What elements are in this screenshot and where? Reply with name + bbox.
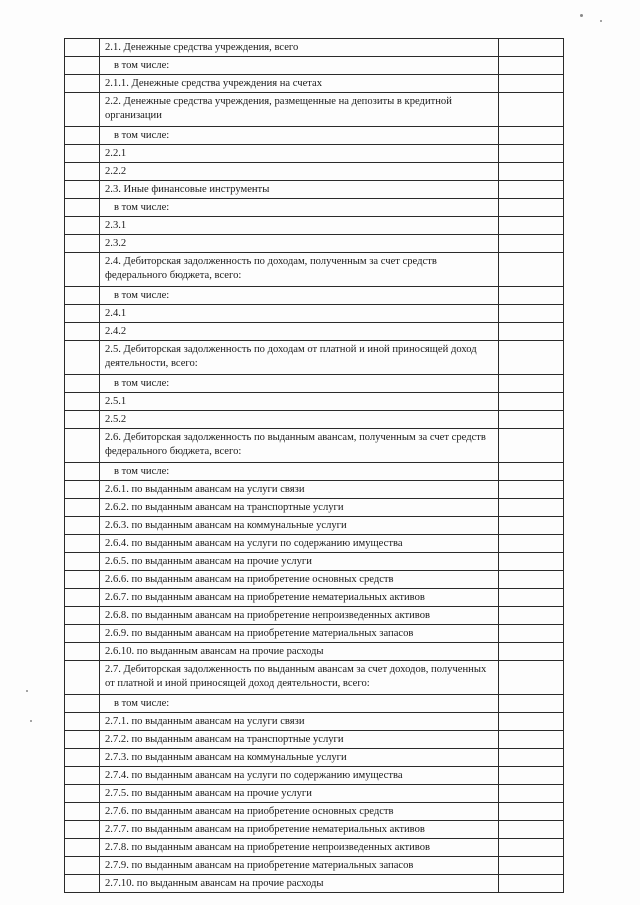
row-number-cell — [65, 163, 100, 181]
table-row — [65, 731, 564, 749]
indicator-name-cell — [100, 571, 499, 589]
indicator-label: 2.6.3. по выданным авансам на коммунальные услуги — [105, 520, 347, 531]
row-number-cell — [65, 785, 100, 803]
indicator-name-cell — [100, 93, 499, 127]
table-row — [65, 199, 564, 217]
indicator-label: 2.7.3. по выданным авансам на коммунальные услуги — [105, 752, 347, 763]
indicator-name-cell — [100, 713, 499, 731]
indicator-name-cell — [100, 875, 499, 893]
indicator-name-cell — [100, 857, 499, 875]
value-cell — [499, 393, 564, 411]
indicator-label: 2.6.9. по выданным авансам на приобретение материальных запасов — [105, 628, 414, 639]
value-cell — [499, 767, 564, 785]
indicator-label: 2.1.1. Денежные средства учреждения на счетах — [105, 78, 323, 89]
row-number-cell — [65, 589, 100, 607]
indicator-label: в том числе: — [114, 378, 170, 389]
row-number-cell — [65, 217, 100, 235]
table-row — [65, 517, 564, 535]
indicator-name-cell — [100, 749, 499, 767]
row-number-cell — [65, 661, 100, 695]
indicator-name-cell — [100, 731, 499, 749]
indicator-name-cell — [100, 803, 499, 821]
indicator-label: 2.6.8. по выданным авансам на приобретение непроизведенных активов — [105, 610, 431, 621]
row-number-cell — [65, 481, 100, 499]
indicator-label: 2.7.2. по выданным авансам на транспортные услуги — [105, 734, 344, 745]
indicator-name-cell — [100, 517, 499, 535]
table-row — [65, 749, 564, 767]
indicator-label: в том числе: — [114, 60, 170, 71]
indicator-label: 2.7. Дебиторская задолженность по выданным авансам за счет доходов, полученных от платной и иной приносящей доход деятельности, всего: — [105, 664, 487, 689]
indicator-name-cell — [100, 785, 499, 803]
indicator-label: 2.5.2 — [105, 414, 127, 425]
table-row — [65, 839, 564, 857]
indicator-label: 2.7.5. по выданным авансам на прочие услуги — [105, 788, 312, 799]
indicator-label: в том числе: — [114, 130, 170, 141]
indicator-name-cell — [100, 643, 499, 661]
value-cell — [499, 589, 564, 607]
indicator-label: 2.4.1 — [105, 308, 127, 319]
row-number-cell — [65, 553, 100, 571]
indicator-name-cell — [100, 199, 499, 217]
table-row — [65, 499, 564, 517]
row-number-cell — [65, 713, 100, 731]
value-cell — [499, 535, 564, 553]
table-row — [65, 875, 564, 893]
table-row — [65, 643, 564, 661]
row-number-cell — [65, 607, 100, 625]
row-number-cell — [65, 287, 100, 305]
value-cell — [499, 287, 564, 305]
table-row — [65, 695, 564, 713]
value-cell — [499, 375, 564, 393]
indicator-label: в том числе: — [114, 466, 170, 477]
indicator-label: 2.3. Иные финансовые инструменты — [105, 184, 270, 195]
row-number-cell — [65, 749, 100, 767]
indicator-label: 2.5. Дебиторская задолженность по доходам от платной и иной приносящей доход деятельности, всего: — [105, 344, 477, 369]
row-number-cell — [65, 731, 100, 749]
indicator-name-cell — [100, 535, 499, 553]
indicator-label: 2.6.10. по выданным авансам на прочие расходы — [105, 646, 324, 657]
row-number-cell — [65, 75, 100, 93]
table-row — [65, 217, 564, 235]
row-number-cell — [65, 235, 100, 253]
value-cell — [499, 875, 564, 893]
row-number-cell — [65, 323, 100, 341]
row-number-cell — [65, 803, 100, 821]
indicator-name-cell — [100, 695, 499, 713]
value-cell — [499, 411, 564, 429]
table-row — [65, 463, 564, 481]
value-cell — [499, 481, 564, 499]
table-row — [65, 713, 564, 731]
table-row — [65, 571, 564, 589]
table-row — [65, 553, 564, 571]
table-row — [65, 287, 564, 305]
indicator-name-cell — [100, 767, 499, 785]
indicator-name-cell — [100, 235, 499, 253]
row-number-cell — [65, 643, 100, 661]
row-number-cell — [65, 875, 100, 893]
value-cell — [499, 39, 564, 57]
indicator-name-cell — [100, 341, 499, 375]
value-cell — [499, 199, 564, 217]
row-number-cell — [65, 535, 100, 553]
indicator-name-cell — [100, 75, 499, 93]
indicator-name-cell — [100, 553, 499, 571]
indicator-label: 2.6.7. по выданным авансам на приобретение нематериальных активов — [105, 592, 425, 603]
indicator-label: 2.4.2 — [105, 326, 127, 337]
table-row — [65, 305, 564, 323]
table-row — [65, 75, 564, 93]
indicator-label: 2.7.6. по выданным авансам на приобретение основных средств — [105, 806, 394, 817]
row-number-cell — [65, 839, 100, 857]
row-number-cell — [65, 253, 100, 287]
table-row — [65, 803, 564, 821]
row-number-cell — [65, 429, 100, 463]
indicator-name-cell — [100, 181, 499, 199]
table-row — [65, 323, 564, 341]
indicator-label: в том числе: — [114, 202, 170, 213]
row-number-cell — [65, 517, 100, 535]
indicator-label: 2.7.7. по выданным авансам на приобретение нематериальных активов — [105, 824, 425, 835]
indicator-label: 2.7.8. по выданным авансам на приобретение непроизведенных активов — [105, 842, 431, 853]
row-number-cell — [65, 305, 100, 323]
row-number-cell — [65, 127, 100, 145]
indicator-label: 2.2. Денежные средства учреждения, размещенные на депозиты в кредитной организации — [105, 96, 452, 121]
value-cell — [499, 305, 564, 323]
indicator-label: 2.7.1. по выданным авансам на услуги связи — [105, 716, 305, 727]
table-row — [65, 57, 564, 75]
value-cell — [499, 75, 564, 93]
indicator-name-cell — [100, 821, 499, 839]
row-number-cell — [65, 411, 100, 429]
value-cell — [499, 571, 564, 589]
value-cell — [499, 553, 564, 571]
indicator-label: 2.3.2 — [105, 238, 127, 249]
value-cell — [499, 323, 564, 341]
row-number-cell — [65, 93, 100, 127]
value-cell — [499, 749, 564, 767]
value-cell — [499, 785, 564, 803]
table-row — [65, 589, 564, 607]
value-cell — [499, 661, 564, 695]
table-row — [65, 625, 564, 643]
value-cell — [499, 181, 564, 199]
indicator-label: 2.2.1 — [105, 148, 127, 159]
row-number-cell — [65, 375, 100, 393]
indicator-name-cell — [100, 163, 499, 181]
scan-speck — [30, 720, 32, 722]
indicator-name-cell — [100, 429, 499, 463]
scan-speck — [580, 14, 583, 17]
table-row — [65, 767, 564, 785]
indicator-name-cell — [100, 39, 499, 57]
row-number-cell — [65, 463, 100, 481]
indicator-name-cell — [100, 607, 499, 625]
table-row — [65, 163, 564, 181]
indicator-label: 2.7.4. по выданным авансам на услуги по содержанию имущества — [105, 770, 403, 781]
indicator-name-cell — [100, 661, 499, 695]
table-row — [65, 393, 564, 411]
row-number-cell — [65, 571, 100, 589]
row-number-cell — [65, 341, 100, 375]
row-number-cell — [65, 821, 100, 839]
indicator-name-cell — [100, 411, 499, 429]
table-row — [65, 93, 564, 127]
row-number-cell — [65, 57, 100, 75]
table-row — [65, 145, 564, 163]
indicator-label: 2.3.1 — [105, 220, 127, 231]
table-row — [65, 39, 564, 57]
value-cell — [499, 821, 564, 839]
value-cell — [499, 253, 564, 287]
table-row — [65, 411, 564, 429]
indicator-name-cell — [100, 145, 499, 163]
table-row — [65, 857, 564, 875]
indicator-name-cell — [100, 481, 499, 499]
value-cell — [499, 499, 564, 517]
indicator-label: 2.2.2 — [105, 166, 127, 177]
indicator-name-cell — [100, 589, 499, 607]
value-cell — [499, 857, 564, 875]
indicator-name-cell — [100, 499, 499, 517]
indicator-name-cell — [100, 323, 499, 341]
table-row — [65, 481, 564, 499]
indicator-label: 2.7.9. по выданным авансам на приобретение материальных запасов — [105, 860, 414, 871]
value-cell — [499, 93, 564, 127]
value-cell — [499, 463, 564, 481]
row-number-cell — [65, 39, 100, 57]
row-number-cell — [65, 181, 100, 199]
value-cell — [499, 803, 564, 821]
table-row — [65, 181, 564, 199]
indicator-name-cell — [100, 217, 499, 235]
table-row — [65, 821, 564, 839]
indicator-name-cell — [100, 253, 499, 287]
value-cell — [499, 341, 564, 375]
indicator-label: в том числе: — [114, 698, 170, 709]
indicator-label: 2.6.4. по выданным авансам на услуги по содержанию имущества — [105, 538, 403, 549]
indicator-label: 2.6. Дебиторская задолженность по выданным авансам, полученным за счет средств федерального бюджета, всего: — [105, 432, 486, 457]
value-cell — [499, 127, 564, 145]
table-row — [65, 535, 564, 553]
indicator-name-cell — [100, 287, 499, 305]
row-number-cell — [65, 625, 100, 643]
value-cell — [499, 713, 564, 731]
value-cell — [499, 695, 564, 713]
row-number-cell — [65, 767, 100, 785]
value-cell — [499, 429, 564, 463]
scan-speck — [600, 20, 602, 22]
value-cell — [499, 163, 564, 181]
value-cell — [499, 643, 564, 661]
indicator-label: 2.6.6. по выданным авансам на приобретение основных средств — [105, 574, 394, 585]
value-cell — [499, 517, 564, 535]
value-cell — [499, 625, 564, 643]
indicator-label: 2.7.10. по выданным авансам на прочие расходы — [105, 878, 324, 889]
indicator-label: 2.5.1 — [105, 396, 127, 407]
report-table-body — [65, 39, 564, 893]
row-number-cell — [65, 695, 100, 713]
row-number-cell — [65, 499, 100, 517]
value-cell — [499, 145, 564, 163]
table-row — [65, 127, 564, 145]
value-cell — [499, 839, 564, 857]
table-row — [65, 253, 564, 287]
table-row — [65, 341, 564, 375]
indicator-name-cell — [100, 839, 499, 857]
row-number-cell — [65, 145, 100, 163]
indicator-name-cell — [100, 57, 499, 75]
indicator-name-cell — [100, 393, 499, 411]
indicator-label: в том числе: — [114, 290, 170, 301]
value-cell — [499, 57, 564, 75]
table-row — [65, 607, 564, 625]
indicator-name-cell — [100, 305, 499, 323]
indicator-name-cell — [100, 375, 499, 393]
table-row — [65, 375, 564, 393]
indicator-label: 2.6.5. по выданным авансам на прочие услуги — [105, 556, 312, 567]
row-number-cell — [65, 393, 100, 411]
indicator-label: 2.4. Дебиторская задолженность по доходам, полученным за счет средств федерального бюджета, всего: — [105, 256, 437, 281]
indicator-name-cell — [100, 463, 499, 481]
table-row — [65, 429, 564, 463]
indicator-name-cell — [100, 625, 499, 643]
table-row — [65, 235, 564, 253]
value-cell — [499, 235, 564, 253]
scan-speck — [26, 690, 28, 692]
value-cell — [499, 607, 564, 625]
financial-report-table — [64, 38, 564, 893]
value-cell — [499, 731, 564, 749]
indicator-name-cell — [100, 127, 499, 145]
indicator-label: 2.6.2. по выданным авансам на транспортные услуги — [105, 502, 344, 513]
row-number-cell — [65, 199, 100, 217]
indicator-label: 2.6.1. по выданным авансам на услуги связи — [105, 484, 305, 495]
table-row — [65, 661, 564, 695]
indicator-label: 2.1. Денежные средства учреждения, всего — [105, 42, 299, 53]
row-number-cell — [65, 857, 100, 875]
table-row — [65, 785, 564, 803]
value-cell — [499, 217, 564, 235]
